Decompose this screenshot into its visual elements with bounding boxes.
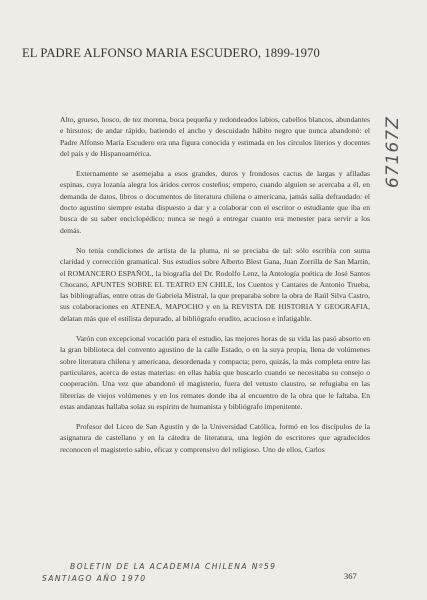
paragraph: Alto, grueso, hosco, de tez morena, boca pequeña y redondeados labios, cabellos blancos, abundantes e hirsutos; de andar rápido, batiendo el ancho y descuidado hábito negro que nunca abandonó: el Padre Alfonso María Escudero era una figura conocida y estimada en los círculos literios y docentes del país y de Hispanoamérica. (60, 115, 370, 158)
paragraph: Varón con excepcional vocación para el estudio, las mejores horas de su vida las pasó absorto en la gran biblioteca del convento agustino de la calle Estado, o en la suya propia, llena de volúmenes sobre literatura chilena y americana, desordenada y compacta; pero, quizás, la más completa entre las particulares, acerca de estas materias: en ellas había que buscarlo cuando se necesitaba su consejo o cooperación. Una vez que abandonó el magisterio, fuera del vetusto claustro, se refugiaba en las librerías de viejos volúmenes y en los remates donde iba al encuentro de la obra que le faltaba. En estas andanzas hallaba solaz su espíritu de humanista y bibliógrafo impenitente. (60, 334, 370, 411)
document-body (60, 114, 370, 455)
paragraph: Externamente se asemejaba a esos grandes, duros y frondosos cactus de largas y afiladas espinas, cuya lozanía alegra los áridos cerros costeños; empero, cuando alguien se acercaba a él, en demanda de datos, libros o documentos de literatura chilena o americana, jamás salía defraudado: el docto agustino siempre estaba dispuesto a dar y a colaborar con el escritor o estudiante que iba en busca de su saber enciclopédico; nunca se negó a entregar cuanto era menester para servir a los demás. (60, 169, 370, 235)
paragraph: Profesor del Liceo de San Agustín y de la Universidad Católica, formó en los discípulos de la asignatura de castellano y en la cátedra de literatura, una legión de escritores que agradecidos reconocen el magisterio sabio, eficaz y comprensivo del religioso. Uno de ellos, Carlos (60, 422, 370, 454)
document-title: EL PADRE ALFONSO MARIA ESCUDERO, 1899-1970 (22, 46, 320, 60)
page-number: 367 (344, 571, 357, 581)
handwritten-catalog-number: 67167Z (383, 116, 403, 188)
paragraph: No tenía condiciones de artista de la pluma, ni se preciaba de tal: sólo escribía con suma claridad y corrección gramatical. Sus estudios sobre Alberto Blest Gana, Juan Zorrilla de San Martín, el ROMANCERO ESPAÑOL, la biografía del Dr. Rodolfo Lenz, la Antología poética de José Santos Chocano, APUNTES SOBRE EL TEATRO EN CHILE, los Cuentos y Cantares de Antonio Trueba, las bibliografías, entre otras de Gabriela Mistral, la que preparaba sobre la obra de Raúl Silva Castro, sus colaboraciones en ATENEA, MAPOCHO y en la REVISTA DE HISTORIA Y GEOGRAFIA, delatan más que el estilista depurado, al bibliógrafo erudito, acucioso e infatigable. (60, 245, 370, 323)
handwritten-source-line: SANTIAGO AÑO 1970 (42, 574, 147, 583)
handwritten-source-note (42, 561, 370, 585)
handwritten-source-line: BOLETIN DE LA ACADEMIA CHILENA Nº59 (70, 562, 277, 571)
